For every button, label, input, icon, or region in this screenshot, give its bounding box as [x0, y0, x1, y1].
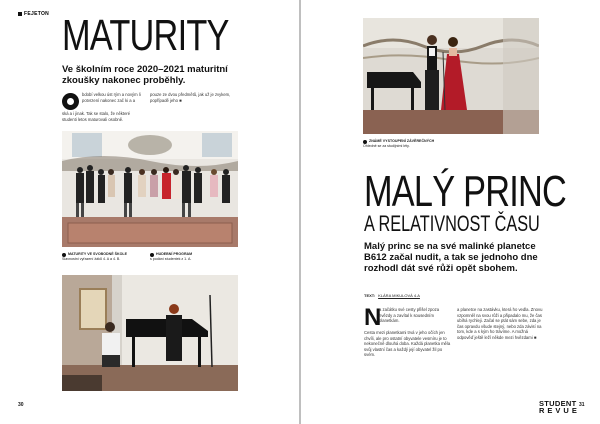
- caption-graduation-text: Slavnostní vyřazení žáků 4. A a 4. B.: [62, 257, 121, 261]
- body-text-col2: a planetce na zastávku, která ho vedla. Znovu vzpomněl na svou růži a připadalo mu, že čas ubíhá rychleji. Začal se ptát sám sebe, zda je čas opravdu všude stejný, nebo zda závisí na tom, kde a s kým ho trávíme. A možná odpověď ještě leží někde mezi hvězdami ■: [457, 307, 543, 340]
- magazine-brand-logo: [539, 400, 580, 414]
- dropcap-n: N: [364, 304, 382, 331]
- section-square-icon: [18, 12, 22, 16]
- caption-music: [150, 252, 238, 262]
- section-tag-label: FEJETON: [24, 11, 50, 17]
- body-text-col1b: Cesta mezi planetkami trvá v jeho očích jen chvíli, ale pro ostatní obyvatele vesmíru je to nekonečně dlouhá doba. Každá planetka měla svůj vlastní čas a každý její obyvatel žil po svém.: [364, 330, 451, 358]
- brand-line-1: STUDENT: [539, 399, 577, 408]
- caption-duo-title: ZNÁMÉ VYSTOUPENÍ ZÁVĚREČNÝCH: [369, 139, 435, 143]
- byline-label: TEXT:: [364, 293, 376, 298]
- caption-graduation: [62, 252, 146, 262]
- brand-line-2: REVUE: [539, 406, 580, 415]
- byline: [364, 293, 420, 298]
- photo-graduation-group: [62, 131, 238, 247]
- page-number-left: 30: [18, 402, 24, 408]
- article-title-maly-princ: MALÝ PRINC: [364, 167, 566, 216]
- byline-author: KLÁRA MIKULOVÁ 4.A: [378, 293, 420, 298]
- caption-music-title: HUDEBNÍ PROGRAM: [156, 252, 193, 256]
- article-title-maturity: MATURITY: [62, 11, 229, 60]
- body-text-col2: pouze ze dvou předmětů, jak už je zvykem, popřípadě jeho ■: [150, 92, 231, 103]
- dropcap-o-icon: [62, 93, 79, 110]
- article-subtitle: A RELATIVNOST ČASU: [364, 211, 540, 236]
- body-text-col1a: bdobí velkou úst rým a novým li potvrzení nakonec zač ki a a: [82, 92, 141, 103]
- left-page: [0, 0, 299, 424]
- caption-duo-text: Ohledně se za studijními léty.: [363, 144, 410, 148]
- caption-dot-icon: [363, 140, 367, 144]
- caption-music-text: s podání studentek z 1. A.: [150, 257, 192, 261]
- article-lead-maly-princ: Malý princ se na své malinké planetce B612 začal nudit, a tak se jednoho dne rozhodl dát své růži opět sbohem.: [364, 241, 538, 274]
- photo-piano-performance: [62, 275, 238, 391]
- caption-duo: [363, 139, 483, 149]
- caption-dot-icon: [150, 253, 154, 257]
- caption-dot-icon: [62, 253, 66, 257]
- section-tag: [18, 11, 49, 17]
- caption-graduation-title: MATURITY VE SVOBODNÉ ŠKOLE: [68, 252, 127, 256]
- article-lead-maturity: Ve školním roce 2020–2021 maturitní zkoušky nakonec proběhly.: [62, 64, 228, 86]
- right-page: [301, 0, 600, 424]
- page-number-right: 31: [579, 402, 585, 408]
- body-text-col1a: a začátku své cesty přišel zpoza hvězdy a zavítal k sousedním planetkám.: [379, 307, 440, 324]
- photo-duo-performance: [363, 18, 539, 134]
- body-text-col1b: ská a i jinak. Tak se stalo, že některé studenti letos maturovali osobně.: [62, 111, 131, 122]
